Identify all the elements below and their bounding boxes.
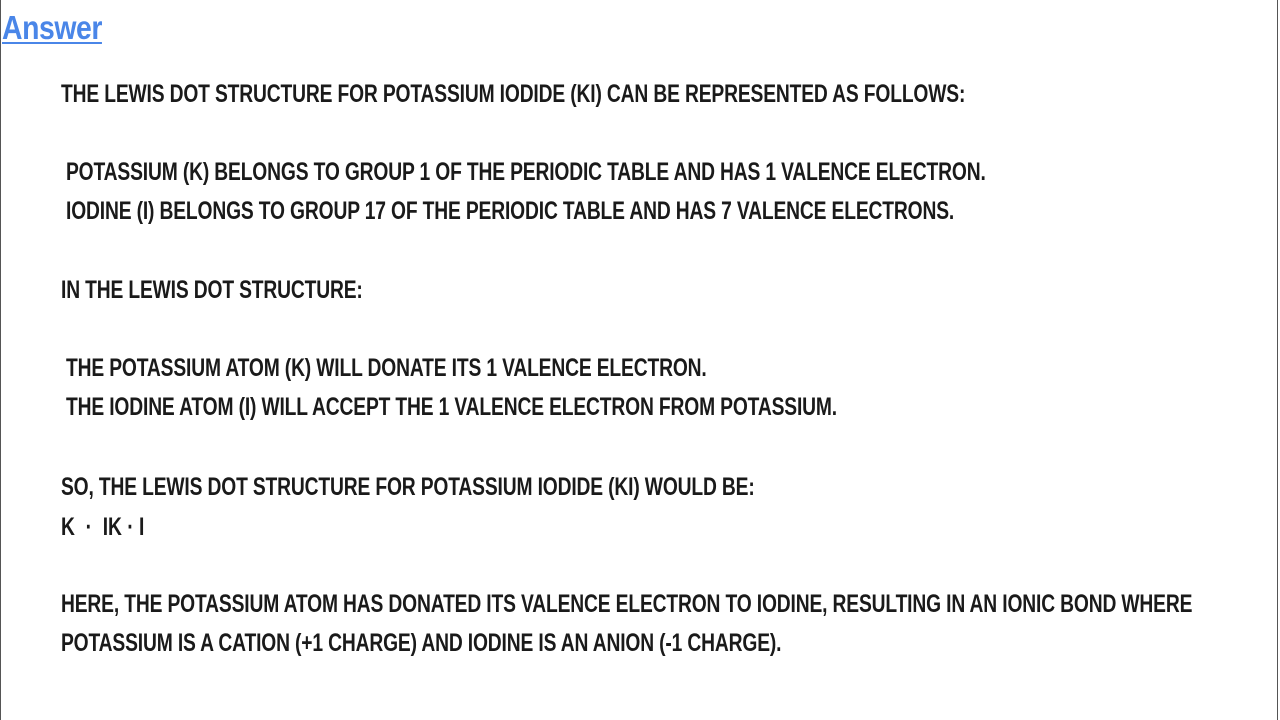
conclusion-line-2: POTASSIUM IS A CATION (+1 CHARGE) AND IODINE IS AN ANION (-1 CHARGE). xyxy=(61,629,782,657)
lewis-formula: K · IK · I xyxy=(61,513,145,541)
conclusion-line-1: HERE, THE POTASSIUM ATOM HAS DONATED ITS VALENCE ELECTRON TO IODINE, RESULTING IN AN IONIC BOND WHERE xyxy=(61,590,1193,618)
donate-text: THE POTASSIUM ATOM (K) WILL DONATE ITS 1 VALENCE ELECTRON. xyxy=(66,354,707,382)
iodine-group-text: IODINE (I) BELONGS TO GROUP 17 OF THE PERIODIC TABLE AND HAS 7 VALENCE ELECTRONS. xyxy=(66,197,955,225)
answer-heading: Answer xyxy=(2,9,102,46)
intro-text: THE LEWIS DOT STRUCTURE FOR POTASSIUM IODIDE (KI) CAN BE REPRESENTED AS FOLLOWS: xyxy=(61,80,966,108)
potassium-group-text: POTASSIUM (K) BELONGS TO GROUP 1 OF THE PERIODIC TABLE AND HAS 1 VALENCE ELECTRON. xyxy=(66,158,986,186)
in-structure-text: IN THE LEWIS DOT STRUCTURE: xyxy=(61,276,363,304)
so-text: SO, THE LEWIS DOT STRUCTURE FOR POTASSIUM IODIDE (KI) WOULD BE: xyxy=(61,473,755,501)
accept-text: THE IODINE ATOM (I) WILL ACCEPT THE 1 VALENCE ELECTRON FROM POTASSIUM. xyxy=(66,393,837,421)
